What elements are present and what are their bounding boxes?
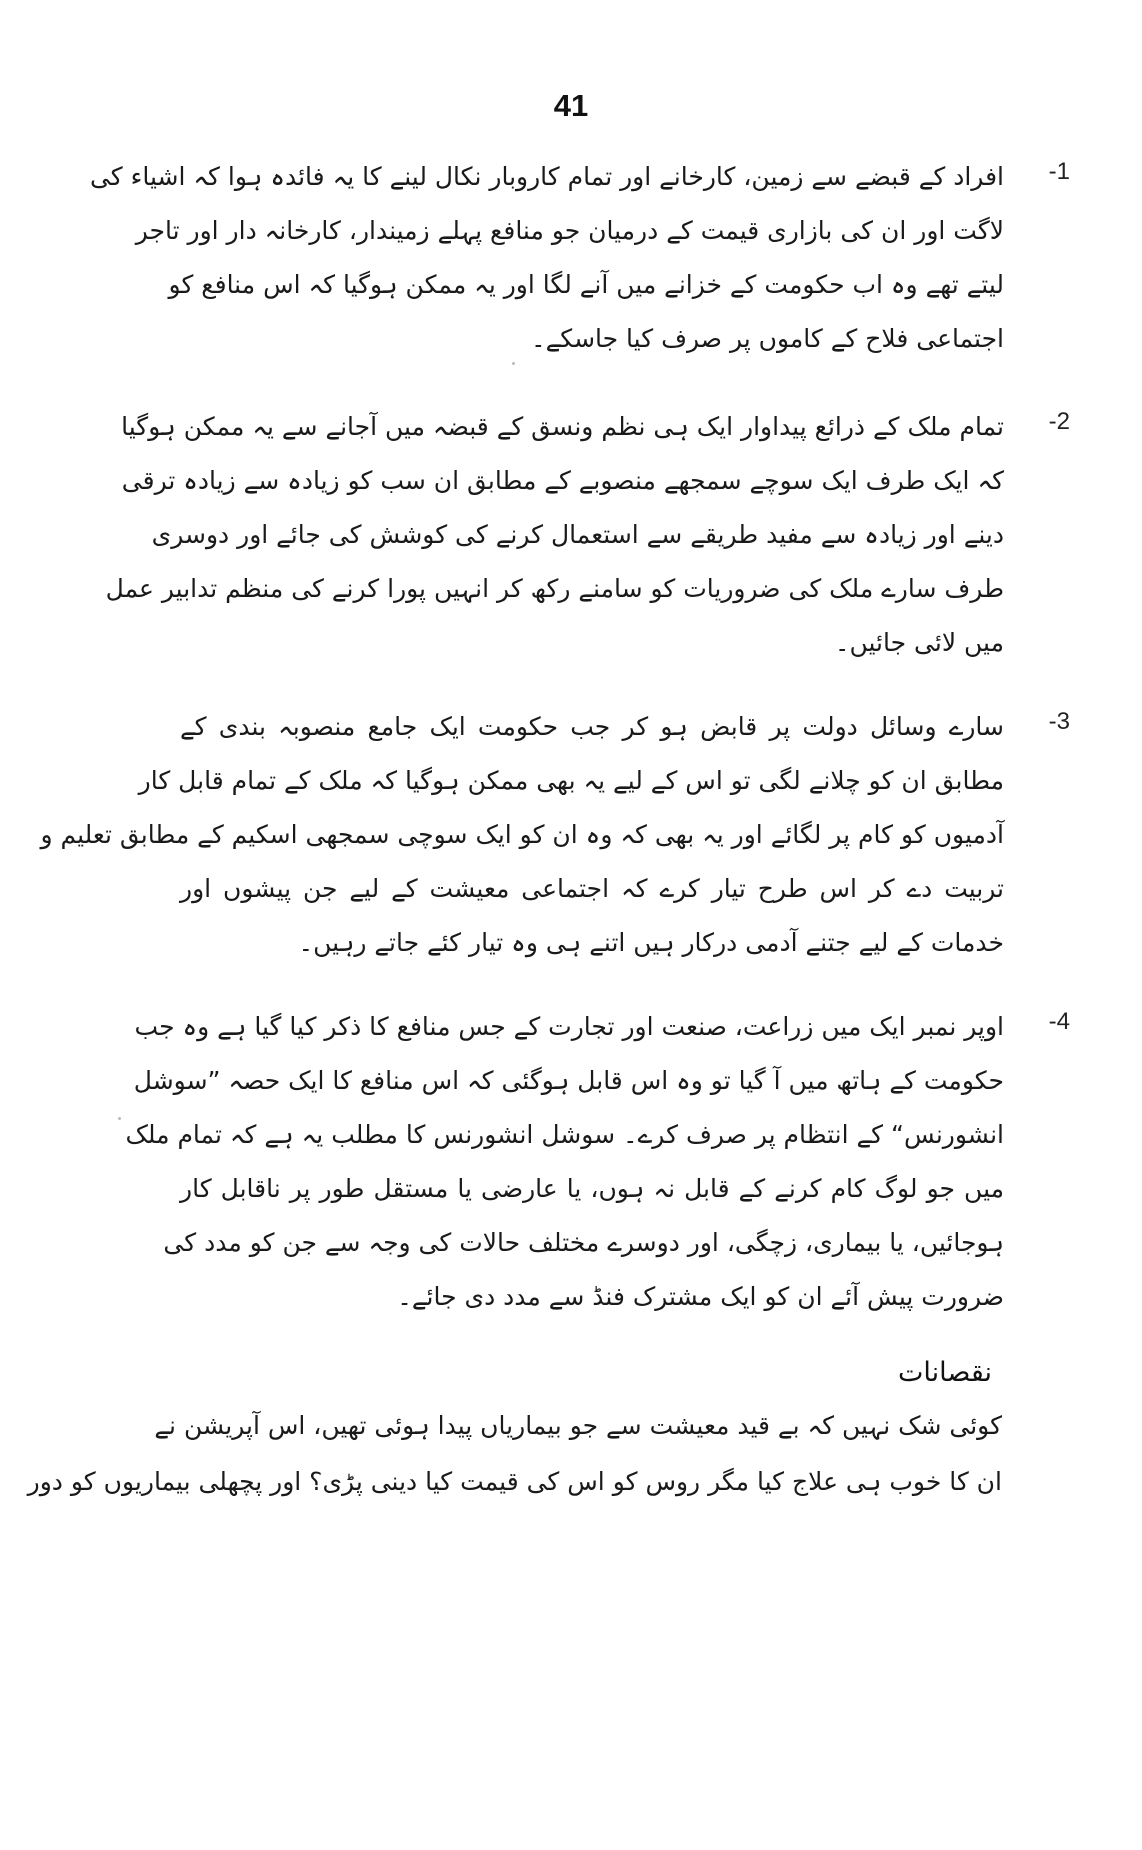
text-line: تربیت دے کر اس طرح تیار کرے کہ اجتماعی معیشت کے لیے جن پیشوں اور xyxy=(180,874,1004,903)
text-line: اوپر نمبر ایک میں زراعت، صنعت اور تجارت کے جس منافع کا ذکر کیا گیا ہے وہ جب xyxy=(134,1012,1004,1041)
text-line: طرف سارے ملک کی ضروریات کو سامنے رکھ کر انہیں پورا کرنے کی منظم تدابیر عمل xyxy=(105,574,1004,603)
section-heading: نقصانات xyxy=(898,1357,992,1388)
text-line: ہوجائیں، یا بیماری، زچگی، اور دوسرے مختلف حالات کی وجہ سے جن کو مدد کی xyxy=(163,1228,1004,1257)
list-item-1 xyxy=(89,150,1070,366)
list-item-4 xyxy=(125,1000,1070,1324)
text-line: اجتماعی فلاح کے کاموں پر صرف کیا جاسکے۔ xyxy=(530,324,1004,353)
text-line: افراد کے قبضے سے زمین، کارخانے اور تمام کاروبار نکال لینے کا یہ فائدہ ہوا کہ اشیاء کی xyxy=(89,162,1004,191)
text-line: میں جو لوگ کام کرنے کے قابل نہ ہوں، یا عارضی یا مستقل طور پر ناقابل کار xyxy=(180,1174,1004,1203)
list-item-number: -2 xyxy=(1048,408,1070,435)
text-line: سارے وسائل دولت پر قابض ہو کر جب حکومت ایک جامع منصوبہ بندی کے xyxy=(180,712,1004,741)
text-line: کہ ایک طرف ایک سوچے سمجھے منصوبے کے مطابق ان سب کو زیادہ سے زیادہ ترقی xyxy=(121,466,1004,495)
text-line: میں لائی جائیں۔ xyxy=(834,628,1004,657)
list-item-3 xyxy=(40,700,1070,970)
closing-paragraph xyxy=(27,1398,1002,1510)
list-item-number: -3 xyxy=(1048,708,1070,735)
list-item-number: -1 xyxy=(1048,158,1070,185)
scan-speck xyxy=(512,362,515,365)
scan-speck xyxy=(118,1117,121,1120)
text-line: کوئی شک نہیں کہ بے قید معیشت سے جو بیماریاں پیدا ہوئی تھیں، اس آپریشن نے xyxy=(154,1411,1002,1440)
text-line: دینے اور زیادہ سے مفید طریقے سے استعمال کرنے کی کوشش کی جائے اور دوسری xyxy=(151,520,1004,549)
list-item-2 xyxy=(105,400,1070,670)
list-item-number: -4 xyxy=(1048,1008,1070,1035)
text-line: ضرورت پیش آئے ان کو ایک مشترک فنڈ سے مدد دی جائے۔ xyxy=(397,1282,1004,1311)
text-line: لیتے تھے وہ اب حکومت کے خزانے میں آنے لگا اور یہ ممکن ہوگیا کہ اس منافع کو xyxy=(168,270,1004,299)
page-number: 41 xyxy=(553,88,589,123)
text-line: آدمیوں کو کام پر لگائے اور یہ بھی کہ وہ ان کو ایک سوچی سمجھی اسکیم کے مطابق تعلیم و xyxy=(40,820,1004,849)
text-line: لاگت اور ان کی بازاری قیمت کے درمیان جو منافع پہلے زمیندار، کارخانہ دار اور تاجر xyxy=(135,216,1004,245)
text-line: تمام ملک کے ذرائع پیداوار ایک ہی نظم ونسق کے قبضہ میں آجانے سے یہ ممکن ہوگیا xyxy=(121,412,1004,441)
text-line: حکومت کے ہاتھ میں آ گیا تو وہ اس قابل ہوگئی کہ اس منافع کا ایک حصہ ”سوشل xyxy=(133,1066,1004,1095)
text-line: انشورنس“ کے انتظام پر صرف کرے۔ سوشل انشورنس کا مطلب یہ ہے کہ تمام ملک xyxy=(125,1120,1004,1149)
text-line: ان کا خوب ہی علاج کیا مگر روس کو اس کی قیمت کیا دینی پڑی؟ اور پچھلی بیماریوں کو دور xyxy=(27,1467,1002,1496)
text-line: خدمات کے لیے جتنے آدمی درکار ہیں اتنے ہی وہ تیار کئے جاتے رہیں۔ xyxy=(298,928,1004,957)
text-line: مطابق ان کو چلانے لگی تو اس کے لیے یہ بھی ممکن ہوگیا کہ ملک کے تمام قابل کار xyxy=(138,766,1004,795)
